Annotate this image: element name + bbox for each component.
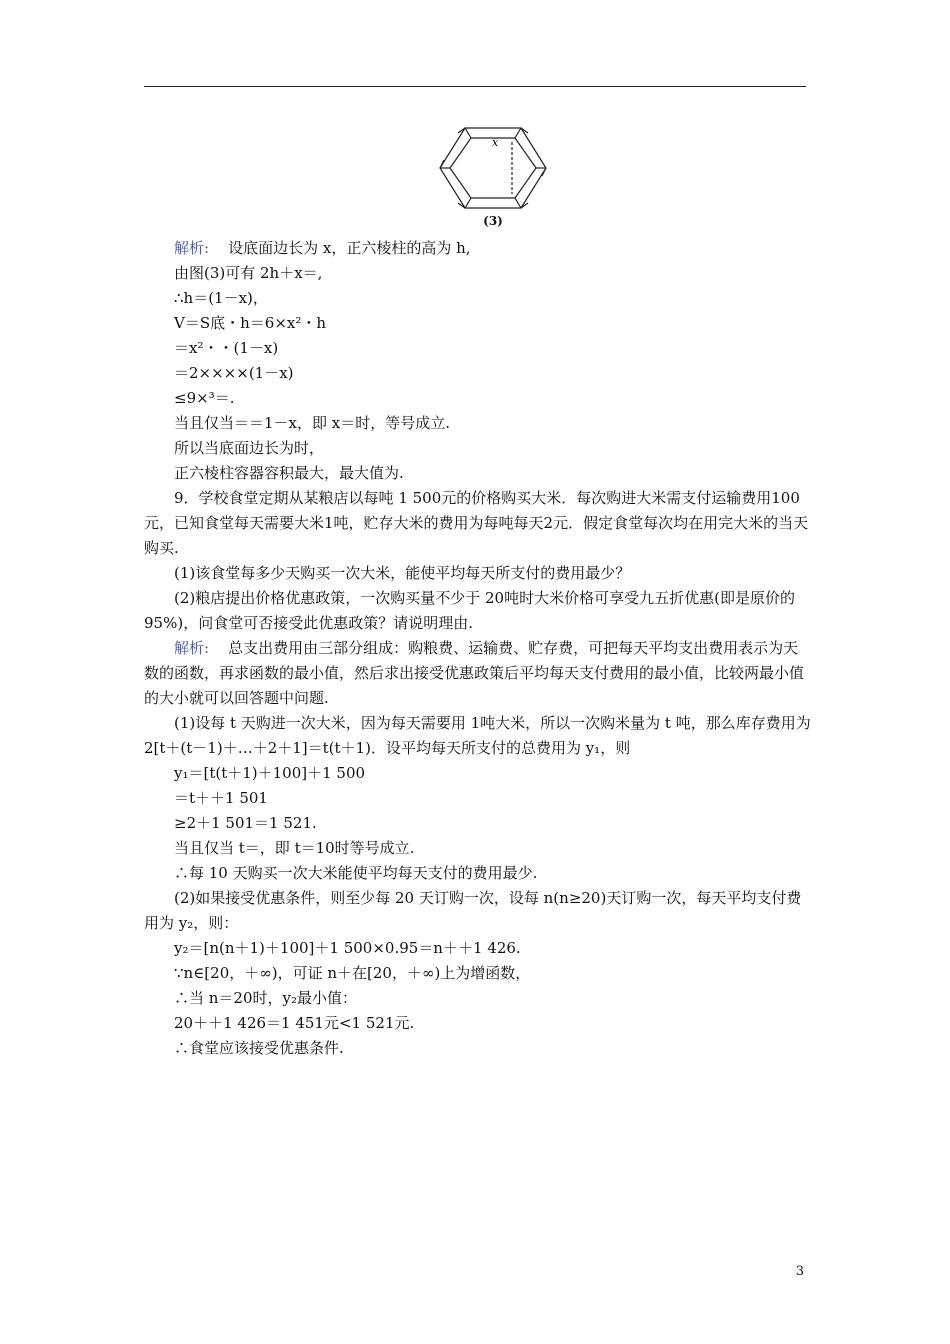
figure-side-label: x — [492, 136, 499, 149]
solution1-line: ∴h＝(1－x)， — [174, 289, 268, 307]
problem9-question-2: (2)粮店提出价格优惠政策，一次购买量不少于 20吨时大米价格可享受九五折优惠(即是原价的95%)，问食堂可否接受此优惠政策？请说明理由. — [144, 589, 795, 632]
solution1-line: ＝x²・・(1－x) — [174, 339, 279, 357]
solution1-line: ＝2××××(1－x) — [174, 364, 294, 382]
document-body — [144, 236, 812, 1061]
header-rule — [144, 86, 806, 87]
hexagon-figure — [434, 118, 552, 230]
solution1-line: V＝S底・h＝6×x²・h — [174, 314, 327, 332]
solution2-part2-line: ∴当 n＝20时，y₂最小值： — [174, 989, 358, 1007]
solution2-intro-text: 总支出费用由三部分组成：购粮费、运输费、贮存费，可把每天平均支出费用表示为天数的函数，再求函数的最小值，然后求出接受优惠政策后平均每天支付费用的最小值，比较两最小值的大小就可以回答题中问题. — [144, 639, 805, 707]
page-number: 3 — [795, 1264, 804, 1279]
solution2-part1-line: ≥2＋1 501＝1 521. — [174, 814, 317, 832]
solution1-line: 设底面边长为 x，正六棱柱的高为 h, — [228, 239, 471, 257]
solution2-part1: (1)设每 t 天购进一次大米，因为每天需要用 1吨大米，所以一次购米量为 t 吨，那么库存费用为 2[t＋(t－1)＋…＋2＋1]＝t(t＋1)．设平均每天所支付的总费用为 y₁，则 — [144, 714, 811, 757]
solution2-part2-line: 20＋＋1 426＝1 451元<1 521元. — [174, 1014, 415, 1032]
solution2-part1-line: 当且仅当 t＝，即 t＝10时等号成立. — [174, 839, 415, 857]
solution1-line: 正六棱柱容器容积最大，最大值为. — [174, 464, 404, 482]
solution2-part1-line: ＝t＋＋1 501 — [174, 789, 268, 807]
solution2-part2: (2)如果接受优惠条件，则至少每 20 天订购一次，设每 n(n≥20)天订购一次，每天平均支付费用为 y₂，则： — [144, 889, 802, 932]
figure-caption: (3) — [483, 214, 503, 228]
solution2-intro — [144, 636, 812, 711]
solution1-line: 由图(3)可有 2h＋x＝, — [174, 264, 323, 282]
problem9-intro: 9．学校食堂定期从某粮店以每吨 1 500元的价格购买大米．每次购进大米需支付运输费用100元，已知食堂每天需要大米1吨，贮存大米的费用为每吨每天2元．假定食堂每次均在用完大米的当天购买. — [144, 489, 809, 557]
solution2-part2-line: ∴食堂应该接受优惠条件. — [174, 1039, 344, 1057]
solution1-line: 所以当底面边长为时， — [174, 439, 325, 457]
solution2-part2-line: y₂＝[n(n＋1)＋100]＋1 500×0.95＝n＋＋1 426. — [174, 939, 521, 957]
solution1-label: 解析: — [174, 239, 210, 257]
solution2-label: 解析: — [174, 639, 210, 657]
solution2-part1-line: ∴每 10 天购买一次大米能使平均每天支付的费用最少. — [174, 864, 538, 882]
solution2-part2-line: ∵n∈[20，＋∞)，可证 n＋在[20，＋∞)上为增函数， — [174, 964, 531, 982]
solution1-line: ≤9×³＝. — [174, 389, 235, 407]
solution1-line: 当且仅当＝＝1－x，即 x＝时，等号成立. — [174, 414, 451, 432]
hexagon-diagram — [434, 118, 552, 214]
solution1-first-line — [144, 236, 812, 261]
problem9-question-1: (1)该食堂每多少天购买一次大米，能使平均每天所支付的费用最少？ — [174, 564, 631, 582]
solution2-part1-line: y₁＝[t(t＋1)＋100]＋1 500 — [174, 764, 366, 782]
